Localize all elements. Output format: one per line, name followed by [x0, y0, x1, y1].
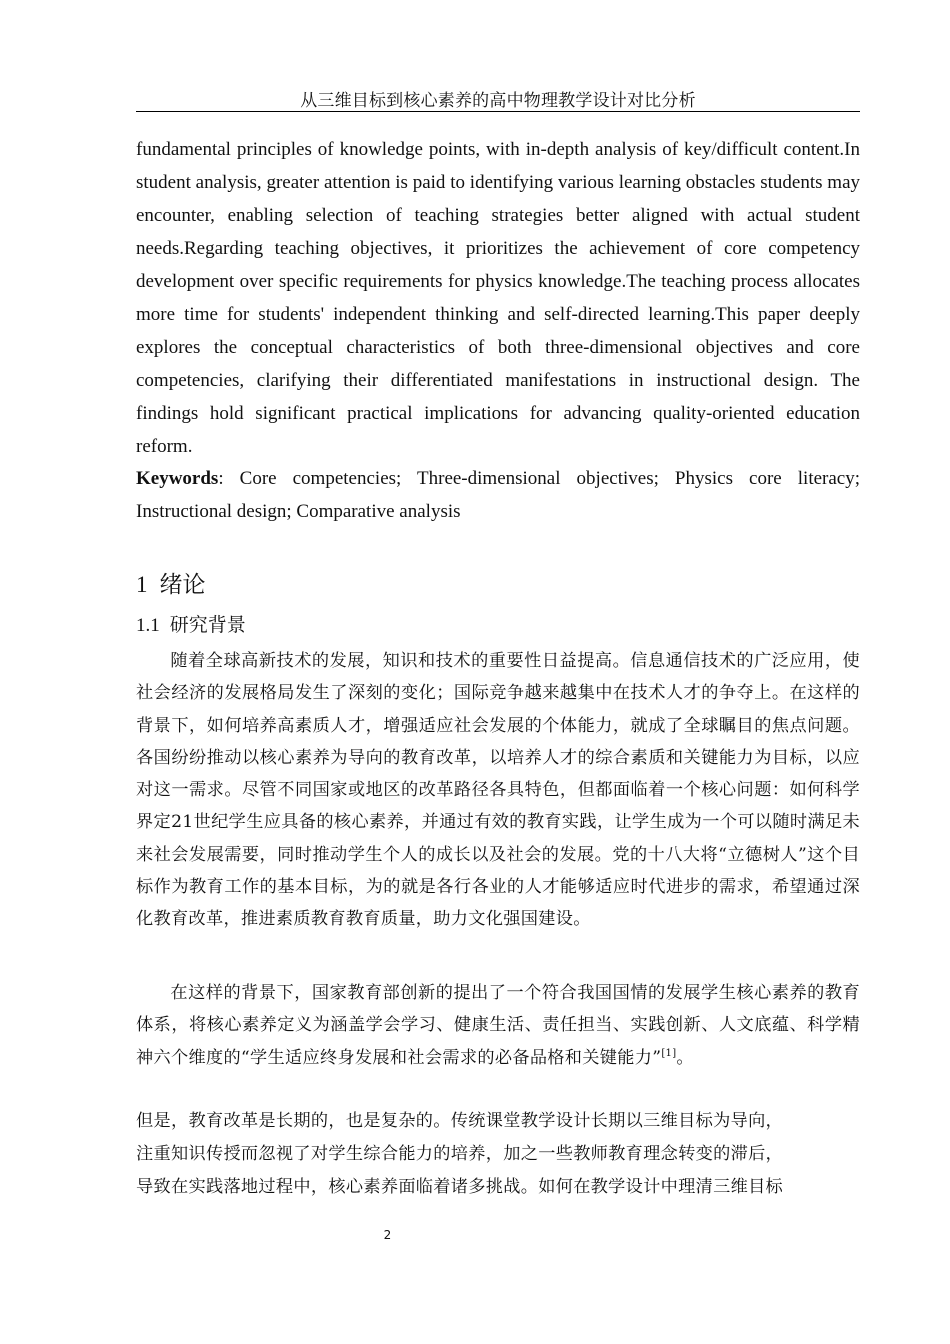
header-rule [136, 111, 860, 112]
paragraph-2-text: 在这样的背景下，国家教育部创新的提出了一个符合我国国情的发展学生核心素养的教育体系，将核心素养定义为涵盖学会学习、健康生活、责任担当、实践创新、人文底蕴、科学精神六个维度的“学生适应终身发展和社会需求的必备品格和关键能力” [136, 983, 860, 1068]
subsection-number: 1.1 [136, 615, 160, 636]
abstract-paragraph: fundamental principles of knowledge points, with in-depth analysis of key/difficult content.In student analysis, greater attention is paid to identifying various learning obstacles students may encounter, enabling selection of teaching strategies better aligned with actual student needs.Regarding teaching objectives, it prioritizes the achievement of core competency development over specific requirements for physics knowledge.The teaching process allocates more time for students' independent thinking and self-directed learning.This paper deeply explores the conceptual characteristics of both three-dimensional objectives and core competencies, clarifying their differentiated manifestations in instructional design. The findings hold significant practical implications for advancing quality-oriented education reform. [136, 139, 860, 457]
keywords-text: : Core competencies; Three-dimensional objectives; Physics core literacy; Instructional design; Comparative analysis [136, 468, 860, 522]
citation-ref[interactable]: [1] [661, 1047, 677, 1059]
subsection-heading-1-1 [136, 610, 246, 637]
section-number: 1 [136, 572, 148, 597]
page-number: 2 [383, 1228, 392, 1242]
paragraph-3-line-3: 导致在实践落地过程中，核心素养面临着诸多挑战。如何在教学设计中理清三维目标 [136, 1177, 784, 1197]
body-paragraph-1: 随着全球高新技术的发展，知识和技术的重要性日益提高。信息通信技术的广泛应用，使社会经济的发展格局发生了深刻的变化；国际竞争越来越集中在技术人才的争夺上。在这样的背景下，如何培养高素质人才，增强适应社会发展的个体能力，就成了全球瞩目的焦点问题。各国纷纷推动以核心素养为导向的教育改革，以培养人才的综合素质和关键能力为目标，以应对这一需求。尽管不同国家或地区的改革路径各具特色，但都面临着一个核心问题：如何科学界定21世纪学生应具备的核心素养，并通过有效的教育实践，让学生成为一个可以随时满足未来社会发展需要，同时推动学生个人的成长以及社会的发展。党的十八大将“立德树人”这个目标作为教育工作的基本目标，为的就是各行各业的人才能够适应时代进步的需求，希望通过深化教育改革，推进素质教育教育质量，助力文化强国建设。 [136, 651, 860, 930]
paragraph-3-line-2: 注重知识传授而忽视了对学生综合能力的培养，加之一些教师教育理念转变的滞后， [136, 1144, 784, 1164]
body-paragraph-3 [136, 1105, 860, 1204]
section-heading-1 [136, 566, 206, 599]
section-title: 绪论 [159, 572, 206, 598]
keywords-label: Keywords [136, 468, 219, 489]
subsection-title: 研究背景 [169, 614, 246, 636]
keywords-paragraph [136, 462, 860, 528]
paragraph-2-end: 。 [676, 1047, 694, 1068]
body-paragraph-2 [136, 977, 860, 1074]
paragraph-3-line-1: 但是，教育改革是长期的，也是复杂的。传统课堂教学设计长期以三维目标为导向， [136, 1111, 784, 1131]
running-header-title: 从三维目标到核心素养的高中物理教学设计对比分析 [300, 91, 696, 111]
